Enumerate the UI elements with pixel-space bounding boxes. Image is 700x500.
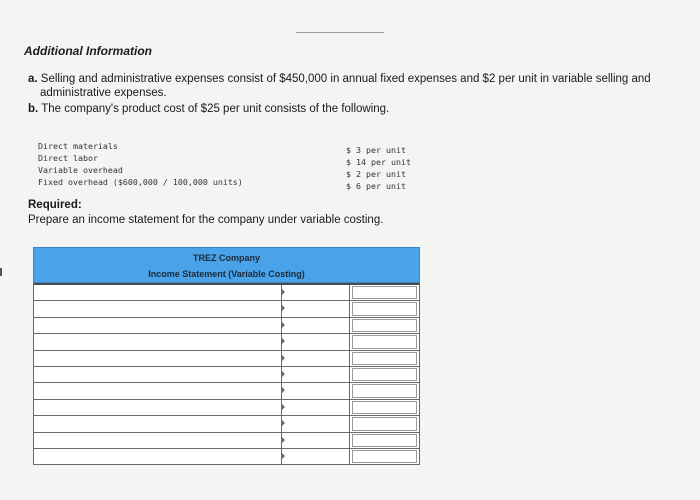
total-cell (350, 285, 419, 300)
total-cell (350, 449, 419, 464)
line-item-select[interactable] (34, 318, 282, 333)
amount-input[interactable] (282, 334, 350, 349)
info-b-prefix: b. (28, 103, 39, 115)
total-input[interactable] (352, 352, 417, 365)
cost-values (346, 144, 411, 192)
edge-marker (0, 268, 2, 276)
total-cell (350, 301, 419, 316)
cost-label: Fixed overhead ($600,000 / 100,000 units) (38, 177, 243, 187)
line-item-select[interactable] (34, 383, 282, 398)
total-input[interactable] (352, 450, 417, 463)
table-row (34, 415, 419, 431)
info-b-text: The company's product cost of $25 per unit consists of the following. (41, 103, 390, 115)
total-input[interactable] (352, 384, 417, 397)
amount-input[interactable] (282, 383, 350, 398)
income-statement-table (33, 247, 420, 465)
line-item-select[interactable] (34, 367, 282, 382)
table-row (34, 382, 419, 398)
cost-label: Variable overhead (38, 165, 123, 175)
amount-input[interactable] (282, 449, 350, 464)
cost-value: $ 3 per unit (346, 145, 406, 155)
cost-value: $ 6 per unit (346, 181, 406, 191)
line-item-select[interactable] (34, 334, 282, 349)
amount-input[interactable] (282, 351, 350, 366)
amount-input[interactable] (282, 318, 350, 333)
amount-input[interactable] (282, 400, 350, 415)
amount-input[interactable] (282, 416, 350, 431)
total-cell (350, 383, 419, 398)
cost-value: $ 2 per unit (346, 169, 406, 179)
line-item-select[interactable] (34, 400, 282, 415)
info-a-text-cont: administrative expenses. (40, 87, 167, 99)
amount-input[interactable] (282, 433, 350, 448)
table-row (34, 432, 419, 448)
table-row (34, 317, 419, 333)
total-cell (350, 334, 419, 349)
total-cell (350, 367, 419, 382)
info-list (28, 72, 693, 118)
table-row (34, 333, 419, 349)
line-item-select[interactable] (34, 285, 282, 300)
total-input[interactable] (352, 286, 417, 299)
cost-label: Direct materials (38, 141, 118, 151)
total-cell (350, 318, 419, 333)
total-cell (350, 351, 419, 366)
line-item-select[interactable] (34, 433, 282, 448)
info-a-text: Selling and administrative expenses consist of $450,000 in annual fixed expenses and $2 per unit in variable selling and (40, 73, 651, 85)
total-input[interactable] (352, 368, 417, 381)
table-row (34, 300, 419, 316)
total-cell (350, 416, 419, 431)
total-cell (350, 433, 419, 448)
line-item-select[interactable] (34, 301, 282, 316)
amount-input[interactable] (282, 285, 350, 300)
amount-input[interactable] (282, 367, 350, 382)
company-name: TREZ Company (192, 253, 260, 263)
section-heading: Additional Information (24, 44, 152, 58)
total-input[interactable] (352, 417, 417, 430)
total-input[interactable] (352, 319, 417, 332)
total-cell (350, 400, 419, 415)
table-row (34, 350, 419, 366)
table-body (33, 283, 420, 465)
info-item-b (28, 102, 693, 116)
cost-labels (38, 140, 243, 188)
statement-title: Income Statement (Variable Costing) (148, 269, 305, 279)
table-row (34, 399, 419, 415)
total-input[interactable] (352, 434, 417, 447)
table-header (33, 247, 420, 283)
cost-label: Direct labor (38, 153, 98, 163)
total-input[interactable] (352, 335, 417, 348)
top-divider (296, 32, 384, 33)
required-text: Prepare an income statement for the company under variable costing. (28, 214, 384, 226)
required-section (28, 198, 383, 228)
total-input[interactable] (352, 302, 417, 315)
table-row (34, 448, 419, 464)
total-input[interactable] (352, 401, 417, 414)
info-a-prefix: a. (28, 73, 38, 85)
cost-value: $ 14 per unit (346, 157, 411, 167)
table-row (34, 283, 419, 300)
info-item-a (28, 72, 693, 100)
line-item-select[interactable] (34, 449, 282, 464)
required-title: Required: (28, 199, 82, 211)
amount-input[interactable] (282, 301, 350, 316)
line-item-select[interactable] (34, 416, 282, 431)
table-row (34, 366, 419, 382)
line-item-select[interactable] (34, 351, 282, 366)
